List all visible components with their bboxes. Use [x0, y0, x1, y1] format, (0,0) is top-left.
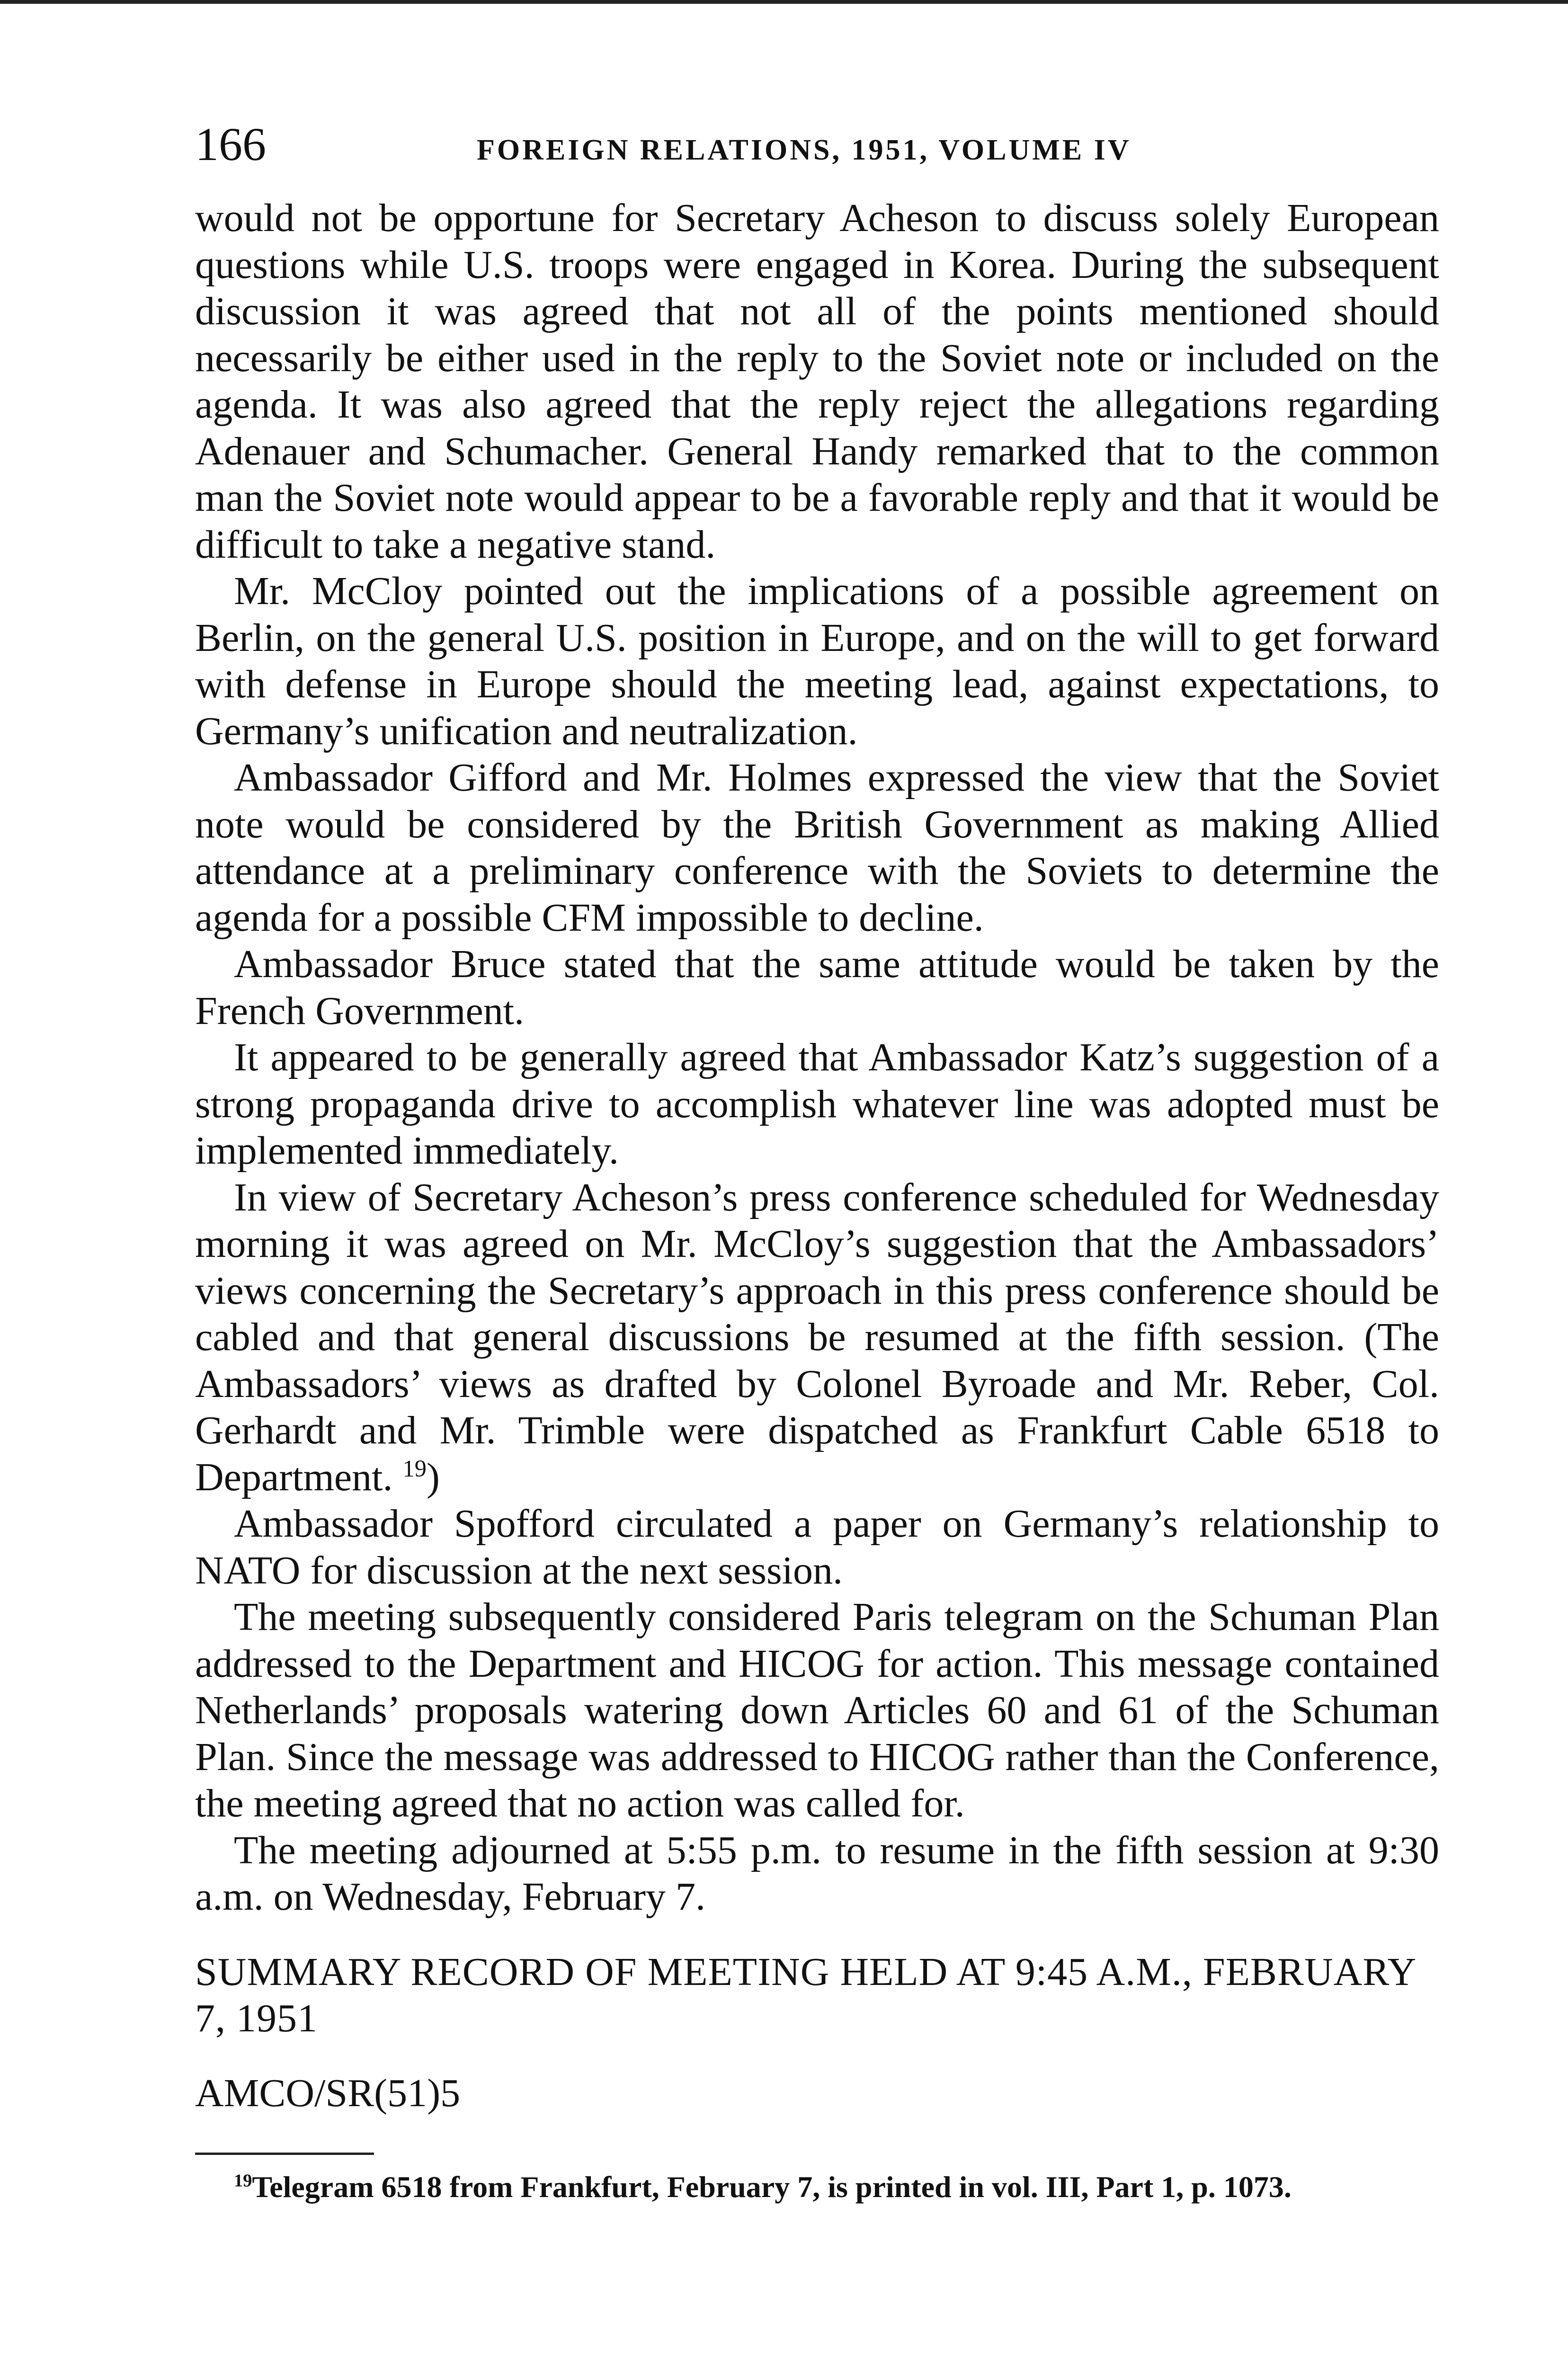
document-page	[195, 118, 1439, 2205]
paragraph-3: Ambassador Gifford and Mr. Holmes expressed the view that the Soviet note would be considered by the British Government as making Allied attendance at a preliminary conference with the Soviets to determine the agenda for a possible CFM impossible to decline.	[195, 756, 1439, 940]
footnote-reference: 19	[402, 1455, 427, 1482]
paragraph-4: Ambassador Bruce stated that the same attitude would be taken by the French Government.	[195, 942, 1439, 1033]
paragraph-5: It appeared to be generally agreed that Ambassador Katz’s suggestion of a strong propaganda drive to accomplish whatever line was adopted must be implemented immediately.	[195, 1035, 1439, 1173]
summary-record-heading: SUMMARY RECORD OF MEETING HELD AT 9:45 A.M., FEBRUARY 7, 1951	[195, 1949, 1416, 2040]
paragraph-6-close: )	[426, 1455, 440, 1499]
footnote-number: 19	[234, 2171, 252, 2191]
page-number: 166	[195, 118, 266, 170]
paragraph-2: Mr. McCloy pointed out the implications of a possible agreement on Berlin, on the general U.S. position in Europe, and on the will to get forward with defense in Europe should the meeting lead, against expectations, to Germany’s unification and neutralization.	[195, 569, 1439, 753]
running-title: FOREIGN RELATIONS, 1951, VOLUME IV	[477, 134, 1131, 166]
body-text	[195, 195, 1439, 1921]
top-edge-rule	[0, 0, 1568, 4]
paragraph-9: The meeting adjourned at 5:55 p.m. to resume in the fifth session at 9:30 a.m. on Wednesday, February 7.	[195, 1828, 1439, 1919]
paragraph-8: The meeting subsequently considered Paris telegram on the Schuman Plan addressed to the Department and HICOG for action. This message contained Netherlands’ proposals watering down Articles 60 and 61 of the Schuman Plan. Since the message was addressed to HICOG rather than the Conference, the meeting agreed that no action was called for.	[195, 1595, 1439, 1825]
footnote-rule	[195, 2153, 374, 2155]
paragraph-7: Ambassador Spofford circulated a paper on Germany’s relationship to NATO for discussion at the next session.	[195, 1502, 1439, 1593]
paragraph-6	[195, 1175, 1439, 1501]
paragraph-1: would not be opportune for Secretary Acheson to discuss solely European questions while U.S. troops were engaged in Korea. During the subsequent discussion it was agreed that not all of the points mentioned should necessarily be either used in the reply to the Soviet note or included on the agenda. It was also agreed that the reply reject the allegations regarding Adenauer and Schumacher. General Handy remarked that to the common man the Soviet note would appear to be a favorable reply and that it would be difficult to take a negative stand.	[195, 196, 1439, 567]
footnote	[234, 2169, 1439, 2205]
paragraph-6-text: In view of Secretary Acheson’s press conference scheduled for Wednesday morning it was agreed on Mr. McCloy’s suggestion that the Ambassadors’ views concerning the Secretary’s approach in this press conference should be cabled and that general discussions be resumed at the fifth session. (The Ambassadors’ views as drafted by Colonel Byroade and Mr. Reber, Col. Gerhardt and Mr. Trimble were dispatched as Frankfurt Cable 6518 to Department.	[195, 1175, 1439, 1499]
footnote-text: Telegram 6518 from Frankfurt, February 7, is printed in vol. III, Part 1, p. 1073.	[252, 2170, 1292, 2204]
running-head	[195, 118, 1439, 180]
summary-record-code: AMCO/SR(51)5	[195, 2071, 461, 2115]
